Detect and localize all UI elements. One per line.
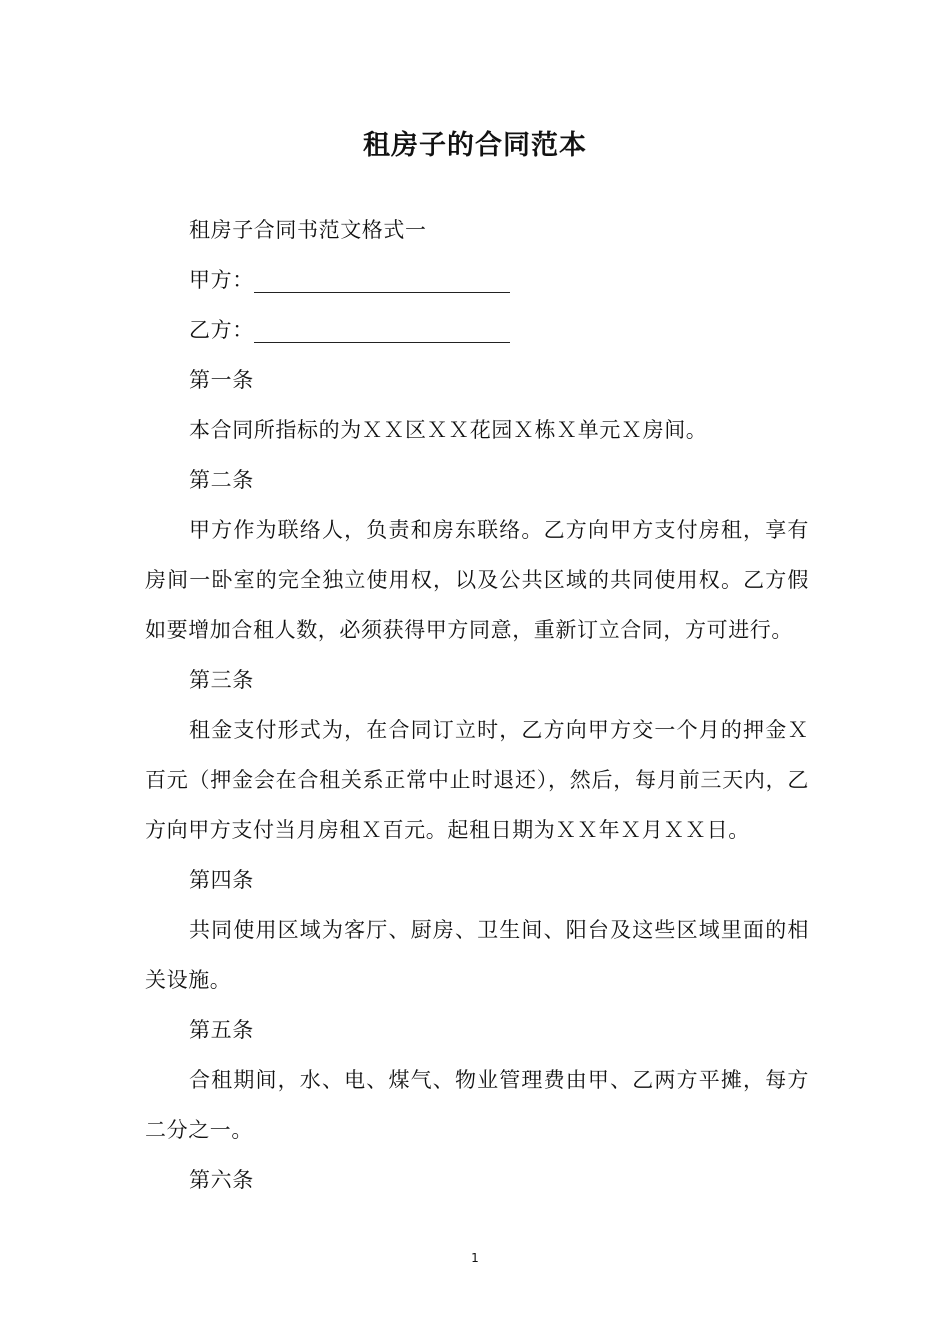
page-number: 1 (471, 1251, 479, 1265)
document-title: 租房子的合同范本 (363, 130, 587, 161)
party-a-label: 甲方： (189, 268, 254, 292)
article-2-heading: 第二条 (189, 468, 254, 492)
party-b-label: 乙方： (189, 318, 254, 342)
article-1-heading: 第一条 (189, 368, 254, 392)
article-4-text: 共同使用区域为客厅、厨房、卫生间、阳台及这些区域里面的相关设施。 (145, 918, 809, 992)
party-a-blank (254, 291, 510, 293)
article-1-text: 本合同所指标的为ＸＸ区ＸＸ花园Ｘ栋Ｘ单元Ｘ房间。 (189, 418, 708, 442)
subtitle: 租房子合同书范文格式一 (189, 218, 427, 242)
article-3-text: 租金支付形式为，在合同订立时，乙方向甲方交一个月的押金Ｘ百元（押金会在合租关系正常中止时退还），然后，每月前三天内，乙方向甲方支付当月房租Ｘ百元。起租日期为ＸＸ年Ｘ月ＸＸ日。 (145, 718, 809, 842)
article-4-heading: 第四条 (189, 868, 254, 892)
document-body (145, 205, 809, 1205)
article-3-heading: 第三条 (189, 668, 254, 692)
article-5-heading: 第五条 (189, 1018, 254, 1042)
article-6-heading: 第六条 (189, 1168, 254, 1192)
party-b-line (145, 305, 809, 355)
article-2-text: 甲方作为联络人，负责和房东联络。乙方向甲方支付房租，享有房间一卧室的完全独立使用权，以及公共区域的共同使用权。乙方假如要增加合租人数，必须获得甲方同意，重新订立合同，方可进行。 (145, 518, 809, 642)
party-a-line (145, 255, 809, 305)
article-5-text: 合租期间，水、电、煤气、物业管理费由甲、乙两方平摊，每方二分之一。 (145, 1068, 809, 1142)
party-b-blank (254, 341, 510, 343)
